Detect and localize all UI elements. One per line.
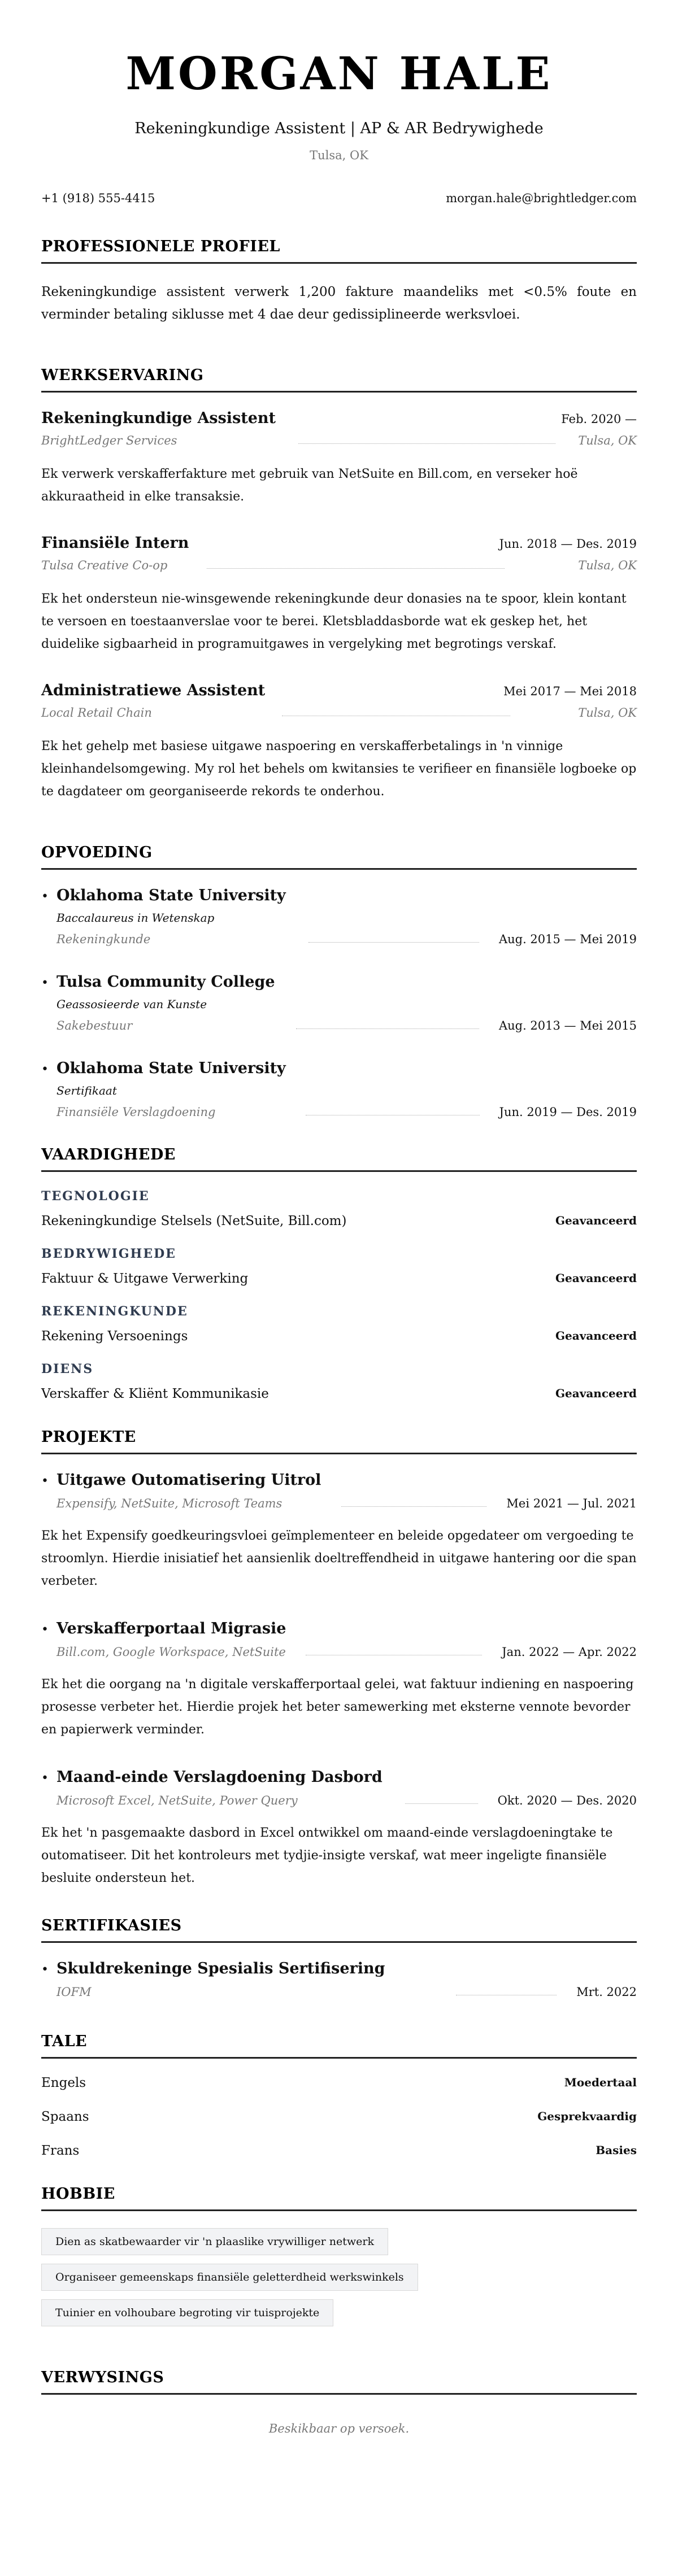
hobby-tag: Dien as skatbewaarder vir 'n plaaslike vrywilliger netwerk (41, 2228, 388, 2255)
email-address: morgan.hale@brightledger.com (446, 191, 637, 205)
project-entry (41, 1768, 637, 1890)
language-level: Moedertaal (564, 2076, 637, 2089)
job-description: Ek verwerk verskafferfakture met gebruik van NetSuite en Bill.com, en verseker hoë akkuraatheid in elke transaksie. (41, 467, 578, 504)
job-entry (41, 682, 637, 803)
candidate-subtitle: Rekeningkundige Assistent | AP & AR Bedrywighede (134, 120, 544, 137)
bullet-icon: • (41, 890, 49, 904)
project-description: Ek het die oorgang na 'n digitale verskafferportaal gelei, wat faktuur indiening en naspoering prosesse verbeter het. Hierdie projek het beter samewerking met eksterne vennote bevorder en papierwerk verminder. (41, 1677, 634, 1737)
project-title: Maand-einde Verslagdoening Dasbord (56, 1768, 383, 1786)
skill-name: Faktuur & Uitgawe Verwerking (41, 1271, 249, 1286)
education-date: Jun. 2019 — Des. 2019 (499, 1105, 637, 1119)
education-date: Aug. 2015 — Mei 2019 (498, 932, 637, 946)
section-title-projects: PROJEKTE (41, 1428, 637, 1454)
certification-issuer: IOFM (56, 1985, 92, 1999)
language-name: Frans (41, 2143, 80, 2158)
language-row (41, 2076, 637, 2090)
project-description: Ek het Expensify goedkeuringsvloei geïmplementeer en beleide opgedateer om vergoeding te stroomlyn. Hierdie inisiatief het aansienlik doeltreffendheid in uitgawe hantering oor die span verbeter. (41, 1529, 637, 1588)
project-date: Jan. 2022 — Apr. 2022 (502, 1645, 637, 1659)
bullet-icon: • (41, 1623, 49, 1637)
language-name: Engels (41, 2076, 86, 2090)
certification-entry (41, 1960, 637, 1999)
language-level: Gesprekvaardig (537, 2109, 637, 2123)
skill-group (41, 1189, 637, 1228)
profile-summary: Rekeningkundige assistent verwerk 1,200 fakture maandeliks met <0.5% foute en verminder betaling siklusse met 4 dae deur gedissiplineerde werksvloei. (41, 285, 637, 322)
hobby-tag: Tuinier en volhoubare begroting vir tuisprojekte (41, 2299, 333, 2326)
skill-category: REKENINGKUNDE (41, 1304, 188, 1319)
dotted-leader (296, 1028, 479, 1029)
degree: Sertifikaat (56, 1084, 117, 1097)
job-location: Tulsa, OK (578, 706, 637, 720)
education-date: Aug. 2013 — Mei 2015 (498, 1019, 637, 1032)
hobby-tag: Organiseer gemeenskaps finansiële geletterdheid werkswinkels (41, 2264, 418, 2291)
skill-category: BEDRYWIGHEDE (41, 1246, 176, 1261)
dotted-leader (298, 443, 555, 444)
certification-date: Mrt. 2022 (576, 1985, 637, 1999)
bullet-icon: • (41, 1474, 49, 1488)
project-title: Verskafferportaal Migrasie (56, 1620, 286, 1637)
bullet-icon: • (41, 976, 49, 990)
phone-number: +1 (918) 555-4415 (41, 191, 155, 205)
job-date: Jun. 2018 — Des. 2019 (499, 537, 637, 551)
school-name: Oklahoma State University (56, 887, 286, 904)
section-title-skills: VAARDIGHEDE (41, 1146, 637, 1172)
skill-level: Geavanceerd (555, 1387, 637, 1400)
section-title-references: VERWYSINGS (41, 2369, 637, 2395)
degree: Baccalaureus in Wetenskap (56, 911, 215, 925)
languages-section (41, 2033, 637, 2158)
language-row (41, 2143, 637, 2158)
job-date: Mei 2017 — Mei 2018 (503, 685, 637, 698)
section-title-certifications: SERTIFIKASIES (41, 1917, 637, 1943)
education-entry (41, 1060, 637, 1119)
education-section (41, 844, 637, 1119)
job-company: BrightLedger Services (41, 434, 177, 447)
school-name: Oklahoma State University (56, 1060, 286, 1077)
resume-header (41, 0, 637, 162)
candidate-name: MORGAN HALE (125, 47, 553, 100)
skill-category: TEGNOLOGIE (41, 1189, 150, 1204)
project-date: Mei 2021 — Jul. 2021 (506, 1497, 637, 1510)
field-of-study: Finansiële Verslagdoening (56, 1105, 216, 1119)
section-title-profile: PROFESSIONELE PROFIEL (41, 238, 637, 264)
degree: Geassosieerde van Kunste (56, 997, 207, 1011)
job-entry (41, 534, 637, 656)
project-tools: Expensify, NetSuite, Microsoft Teams (56, 1497, 282, 1510)
experience-section (41, 367, 637, 803)
hobbies-section (41, 2185, 637, 2335)
education-entry (41, 973, 637, 1032)
language-name: Spaans (41, 2109, 89, 2124)
skill-group (41, 1304, 637, 1344)
bullet-icon: • (41, 1771, 49, 1785)
project-description: Ek het 'n pasgemaakte dasbord in Excel ontwikkel om maand-einde verslagdoeningtake te outomatiseer. Dit het kontroleurs met tydjie-insigte verskaf, wat meer ingeligte finansiële besluite ondersteun het. (41, 1826, 613, 1885)
language-level: Basies (596, 2143, 637, 2157)
bullet-icon: • (41, 1963, 49, 1977)
project-entry (41, 1471, 637, 1593)
school-name: Tulsa Community College (56, 973, 275, 991)
skill-level: Geavanceerd (555, 1214, 637, 1227)
skills-section (41, 1146, 637, 1401)
certifications-section (41, 1917, 637, 1999)
job-date: Feb. 2020 — (561, 412, 637, 426)
job-title: Administratiewe Assistent (41, 682, 266, 699)
language-row (41, 2109, 637, 2124)
project-title: Uitgawe Outomatisering Uitrol (56, 1471, 321, 1489)
skill-category: DIENS (41, 1362, 94, 1376)
contact-row (41, 191, 637, 205)
job-description: Ek het ondersteun nie-winsgewende rekeningkunde deur donasies na te spoor, klein kontant te versoen en toestaanverslae voor te berei. Kletsbladdasborde wat ek geskep het, het duidelike sigbaarheid in programuitgawes in vergelyking met begrotings verskaf. (41, 592, 627, 651)
job-title: Rekeningkundige Assistent (41, 409, 276, 427)
references-section (41, 2369, 637, 2435)
skill-group (41, 1246, 637, 1286)
skill-group (41, 1362, 637, 1401)
project-tools: Bill.com, Google Workspace, NetSuite (56, 1645, 286, 1659)
project-date: Okt. 2020 — Des. 2020 (497, 1794, 637, 1807)
job-location: Tulsa, OK (578, 559, 637, 572)
job-company: Tulsa Creative Co-op (41, 559, 168, 572)
section-title-languages: TALE (41, 2033, 637, 2059)
skill-name: Verskaffer & Kliënt Kommunikasie (41, 1387, 269, 1401)
skill-level: Geavanceerd (555, 1329, 637, 1343)
field-of-study: Rekeningkunde (56, 932, 151, 946)
section-title-experience: WERKSERVARING (41, 367, 637, 393)
candidate-location: Tulsa, OK (310, 149, 368, 162)
job-description: Ek het gehelp met basiese uitgawe naspoering en verskafferbetalings in 'n vinnige kleinhandelsomgewing. My rol het behels om kwitansies te verifieer en finansiële logboeke op te dagdateer om georganiseerde rekords te onderhou. (41, 739, 637, 799)
job-entry (41, 409, 637, 508)
certification-title: Skuldrekeninge Spesialis Sertifisering (56, 1960, 385, 1977)
dotted-leader (405, 1803, 478, 1804)
dotted-leader (341, 1506, 486, 1507)
dotted-leader (308, 942, 479, 943)
skill-name: Rekeningkundige Stelsels (NetSuite, Bill.com) (41, 1214, 347, 1228)
references-note: Beskikbaar op versoek. (268, 2422, 410, 2435)
skill-name: Rekening Versoenings (41, 1329, 188, 1344)
projects-section (41, 1428, 637, 1890)
project-tools: Microsoft Excel, NetSuite, Power Query (56, 1794, 298, 1807)
job-location: Tulsa, OK (578, 434, 637, 447)
education-entry (41, 887, 637, 946)
bullet-icon: • (41, 1062, 49, 1076)
section-title-hobbies: HOBBIE (41, 2185, 637, 2211)
job-company: Local Retail Chain (41, 706, 152, 720)
profile-section (41, 238, 637, 326)
job-title: Finansiële Intern (41, 534, 189, 552)
dotted-leader (207, 568, 505, 569)
field-of-study: Sakebestuur (56, 1019, 133, 1032)
skill-level: Geavanceerd (555, 1271, 637, 1285)
project-entry (41, 1620, 637, 1741)
section-title-education: OPVOEDING (41, 844, 637, 870)
